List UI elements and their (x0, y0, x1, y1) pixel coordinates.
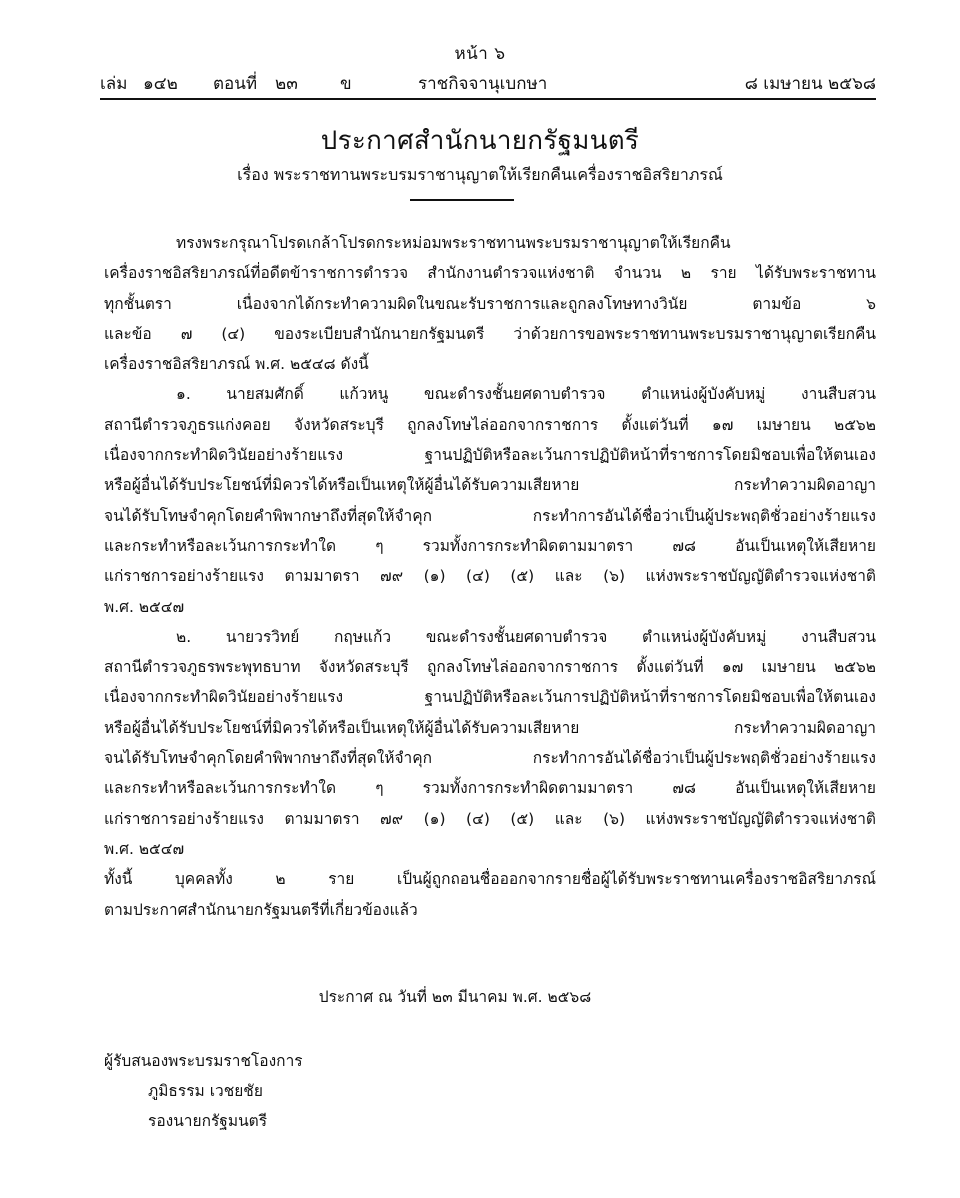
countersign-label: ผู้รับสนองพระบรมราชโองการ (104, 1052, 303, 1070)
body-line: จนได้รับโทษจำคุกโดยคำพิพากษาถึงที่สุดให้จำคุก กระทำการอันได้ชื่อว่าเป็นผู้ประพฤติชั่วอย่างร้ายแรง (104, 506, 876, 525)
item-2-paragraph (104, 622, 876, 864)
body-line: แก่ราชการอย่างร้ายแรง ตามมาตรา ๗๙ (๑) (๔) (๕) และ (๖) แห่งพระราชบัญญัติตำรวจแห่งชาติ (104, 809, 876, 828)
body-line: ทุกชั้นตรา เนื่องจากได้กระทำความผิดในขณะรับราชการและถูกลงโทษทางวินัย ตามข้อ ๖ (104, 294, 876, 313)
signature-block (104, 1046, 303, 1136)
body-line: ทั้งนี้ บุคคลทั้ง ๒ ราย เป็นผู้ถูกถอนชื่อออกจากรายชื่อผู้ได้รับพระราชทานเครื่องราชอิสริยาภรณ์ (104, 870, 876, 889)
body-line: และกระทำหรือละเว้นการกระทำใด ๆ รวมทั้งการกระทำผิดตามมาตรา ๗๘ อันเป็นเหตุให้เสียหาย (104, 779, 876, 798)
publication-name: ราชกิจจานุเบกษา (418, 74, 548, 94)
signatory-name: ภูมิธรรม เวชยชัย (148, 1082, 263, 1100)
body-line: เครื่องราชอิสริยาภรณ์ที่อดีตข้าราชการตำรวจ สำนักงานตำรวจแห่งชาติ จำนวน ๒ ราย ได้รับพระราชทาน (104, 264, 876, 283)
body-line: หรือผู้อื่นได้รับประโยชน์ที่มิควรได้หรือเป็นเหตุให้ผู้อื่นได้รับความเสียหาย กระทำความผิดอาญา (104, 718, 876, 737)
announcement-date (0, 984, 960, 1009)
signatory-position: รองนายกรัฐมนตรี (148, 1112, 268, 1130)
announcement-date-text: ประกาศ ณ วันที่ ๒๓ มีนาคม พ.ศ. ๒๕๖๘ (318, 988, 592, 1006)
gazette-header (100, 70, 876, 96)
body-line: เนื่องจากกระทำผิดวินัยอย่างร้ายแรง ฐานปฏิบัติหรือละเว้นการปฏิบัติหน้าที่ราชการโดยมิชอบเพื่อให้ตนเอง (104, 446, 876, 465)
body-line: สถานีตำรวจภูธรพระพุทธบาท จังหวัดสระบุรี ถูกลงโทษไล่ออกจากราชการ ตั้งแต่วันที่ ๑๗ เมษายน ๒๕๖๒ (104, 658, 876, 677)
body-line: ทรงพระกรุณาโปรดเกล้าโปรดกระหม่อมพระราชทานพระบรมราชานุญาตให้เรียกคืน (176, 234, 731, 252)
body-line: สถานีตำรวจภูธรแก่งคอย จังหวัดสระบุรี ถูกลงโทษไล่ออกจากราชการ ตั้งแต่วันที่ ๑๗ เมษายน ๒๕๖๒ (104, 415, 876, 434)
publication-date: ๘ เมษายน ๒๕๖๘ (744, 74, 876, 94)
volume-label: เล่ม (100, 74, 128, 94)
body-line: ๒. นายวรวิทย์ กฤษแก้ว ขณะดำรงชั้นยศดาบตำรวจ ตำแหน่งผู้บังคับหมู่ งานสืบสวน (176, 627, 876, 646)
header-divider (100, 98, 876, 100)
intro-paragraph (104, 228, 876, 379)
volume-number: ๑๔๒ (143, 74, 178, 94)
body-line: จนได้รับโทษจำคุกโดยคำพิพากษาถึงที่สุดให้จำคุก กระทำการอันได้ชื่อว่าเป็นผู้ประพฤติชั่วอย่างร้ายแรง (104, 749, 876, 768)
section-code: ข (340, 74, 352, 94)
title-divider (410, 199, 514, 201)
issue-label: ตอนที่ (213, 74, 258, 94)
body-line: เนื่องจากกระทำผิดวินัยอย่างร้ายแรง ฐานปฏิบัติหรือละเว้นการปฏิบัติหน้าที่ราชการโดยมิชอบเพื่อให้ตนเอง (104, 688, 876, 707)
closing-paragraph (104, 864, 876, 925)
body-line: พ.ศ. ๒๕๔๗ (104, 597, 185, 616)
body-line: และกระทำหรือละเว้นการกระทำใด ๆ รวมทั้งการกระทำผิดตามมาตรา ๗๘ อันเป็นเหตุให้เสียหาย (104, 536, 876, 555)
body-line: หรือผู้อื่นได้รับประโยชน์ที่มิควรได้หรือเป็นเหตุให้ผู้อื่นได้รับความเสียหาย กระทำความผิดอาญา (104, 476, 876, 495)
page-number: หน้า ๖ (454, 44, 506, 64)
body-line: ๑. นายสมศักดิ์ แก้วหนู ขณะดำรงชั้นยศดาบตำรวจ ตำแหน่งผู้บังคับหมู่ งานสืบสวน (176, 385, 876, 404)
document-body (104, 228, 876, 925)
document-title: ประกาศสำนักนายกรัฐมนตรี (320, 126, 640, 156)
body-line: แก่ราชการอย่างร้ายแรง ตามมาตรา ๗๙ (๑) (๔) (๕) และ (๖) แห่งพระราชบัญญัติตำรวจแห่งชาติ (104, 567, 876, 586)
body-line: พ.ศ. ๒๕๔๗ (104, 839, 185, 858)
document-subject: เรื่อง พระราชทานพระบรมราชานุญาตให้เรียกคืนเครื่องราชอิสริยาภรณ์ (237, 165, 723, 184)
body-line: ตามประกาศสำนักนายกรัฐมนตรีที่เกี่ยวข้องแล้ว (104, 900, 418, 919)
item-1-paragraph (104, 379, 876, 621)
body-line: และข้อ ๗ (๔) ของระเบียบสำนักนายกรัฐมนตรี ว่าด้วยการขอพระราชทานพระบรมราชานุญาตเรียกคืน (104, 324, 876, 343)
body-line: เครื่องราชอิสริยาภรณ์ พ.ศ. ๒๕๔๘ ดังนี้ (104, 355, 369, 374)
issue-number: ๒๓ (275, 74, 298, 94)
